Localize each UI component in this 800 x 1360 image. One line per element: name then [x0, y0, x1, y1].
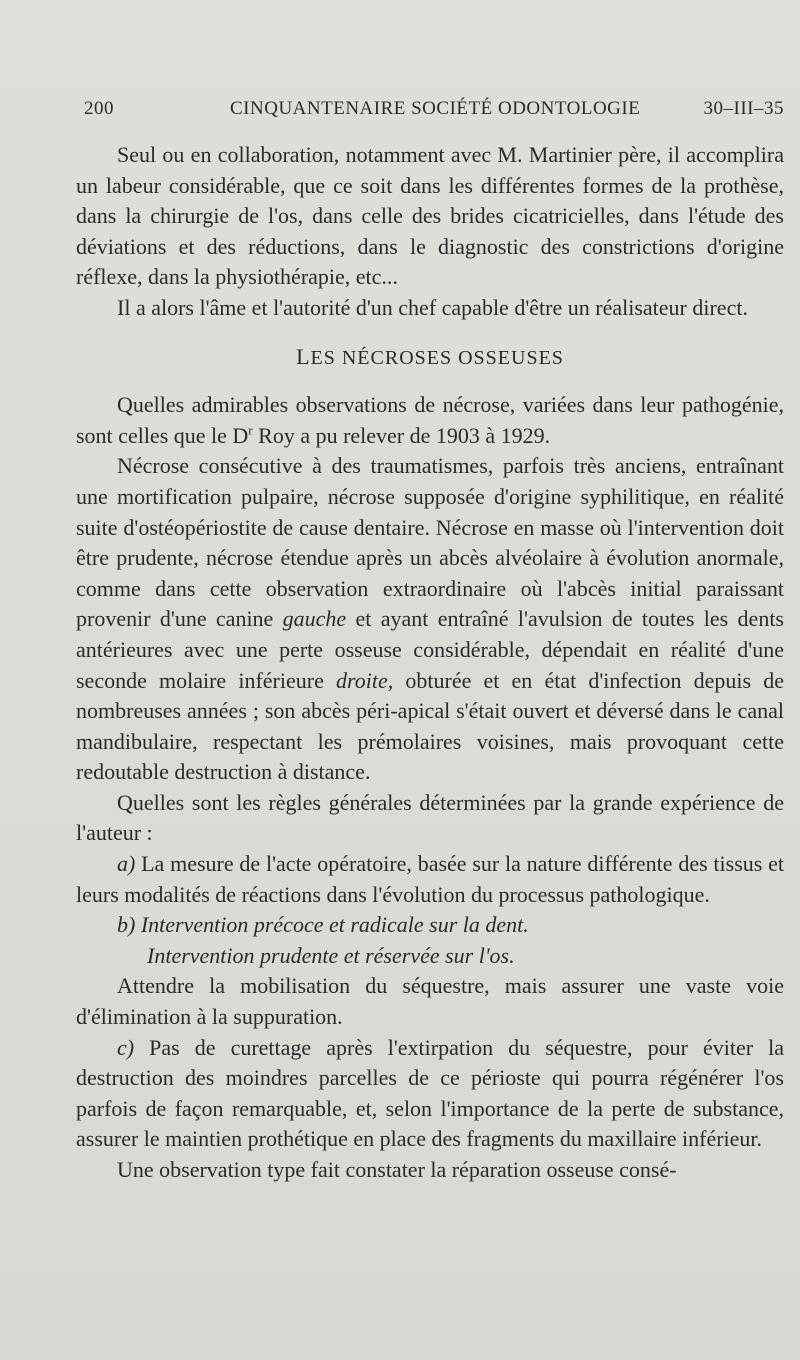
list-item-c: c) Pas de curettage après l'extirpation du séquestre, pour éviter la destruction des moindres parcelles de ce périoste qui pourra régénérer l'os parfois de façon remarquable, et, selon l'importance de la perte de substance, assurer le maintien prothétique en place des fragments du maxillaire inférieur. — [76, 1034, 784, 1152]
paragraph: Quelles sont les règles générales déterminées par la grande expérience de l'auteur : — [76, 789, 784, 846]
paragraph: Attendre la mobilisation du séquestre, mais assurer une vaste voie d'élimination à la suppuration. — [76, 973, 784, 1030]
paragraph: Il a alors l'âme et l'autorité d'un chef capable d'être un réalisateur direct. — [117, 294, 748, 320]
running-header — [84, 98, 784, 128]
list-item-b: b) Intervention précoce et radicale sur la dent. — [117, 912, 529, 938]
paragraph: Nécrose consécutive à des traumatismes, parfois très anciens, entraînant une mortification pulpaire, nécrose supposée d'origine syphilitique, en réalité suite d'ostéopériostite de cause dentaire. Nécrose en masse où l'intervention doit être prudente, nécrose étendue après un abcès alvéolaire à évolution anormale, comme dans cette observation extraordinaire où l'abcès initial paraissant provenir d'une canine gauche et ayant entraîné l'avulsion de toutes les dents antérieures avec une perte osseuse considérable, dépendait en réalité d'une seconde molaire inférieure droite, obturée et en état d'infection depuis de nombreuses années ; son abcès péri-apical s'était ouvert et déversé dans le canal mandibulaire, respectant les prémolaires voisines, mais provoquant cette redoutable destruction à distance. — [76, 453, 784, 785]
section-heading: LES NÉCROSES OSSEUSES — [296, 343, 564, 369]
body-text — [76, 140, 784, 1186]
running-title: CINQUANTENAIRE SOCIÉTÉ ODONTOLOGIE — [230, 98, 641, 119]
list-item-a: a) La mesure de l'acte opératoire, basée sur la nature différente des tissus et leurs modalités de réactions dans l'évolution du processus pathologique. — [76, 851, 784, 907]
header-date: 30–III–35 — [703, 98, 784, 119]
paragraph: Quelles admirables observations de nécrose, variées dans leur pathogénie, sont celles que le $D^r$ Roy a pu relever de 1903 à 1929. — [76, 392, 784, 448]
paragraph: Seul ou en collaboration, notamment avec M. Martinier père, il accomplira un labeur considérable, que ce soit dans les différentes formes de la prothèse, dans la chirurgie de l'os, dans celle des brides cicatricielles, dans l'étude des déviations et des réductions, dans le diagnostic des constrictions d'origine réflexe, dans la physiothérapie, etc... — [76, 142, 784, 290]
list-item-b-continued: Intervention prudente et réservée sur l'os. — [147, 942, 515, 968]
paragraph: Une observation type fait constater la réparation osseuse consé- — [117, 1157, 677, 1182]
page-number: 200 — [84, 98, 114, 119]
